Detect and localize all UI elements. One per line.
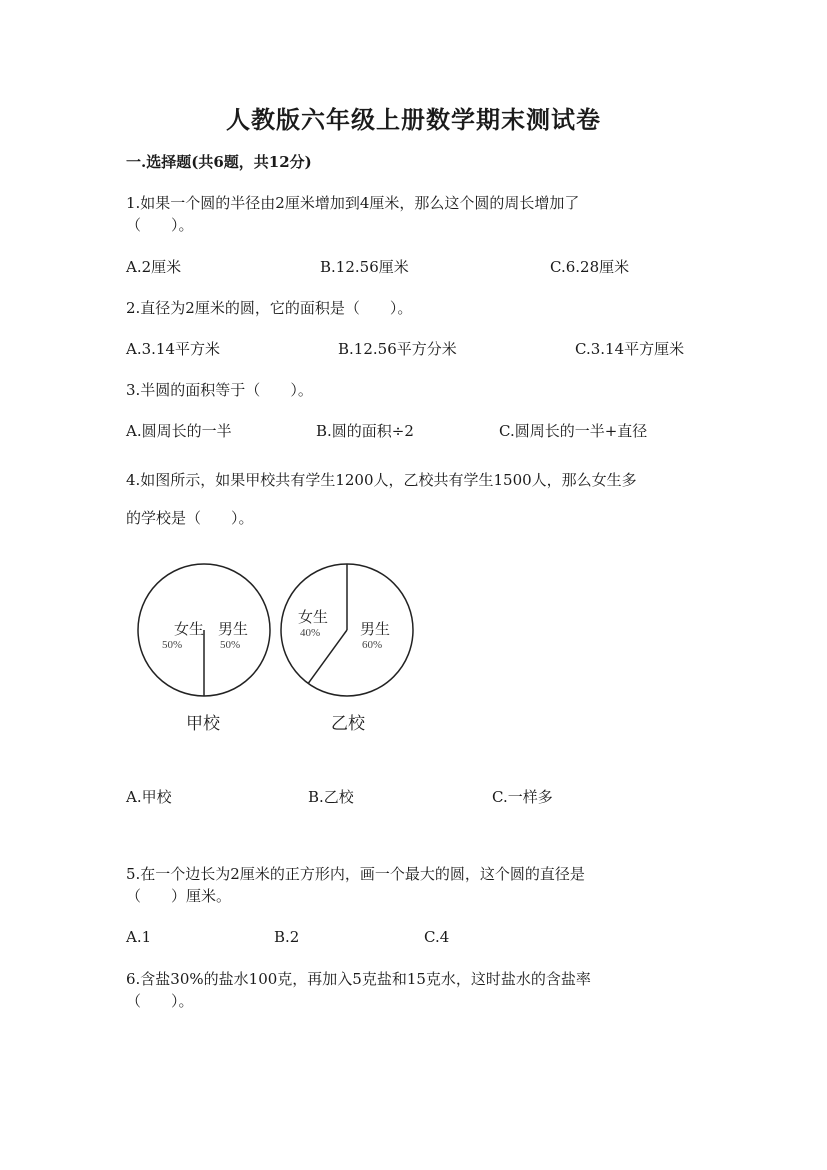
question-6-line1: 6.含盐30%的盐水100克，再加入5克盐和15克水，这时盐水的含盐率: [126, 970, 591, 988]
pie-jia-slice-percent-girls: 50%: [162, 639, 183, 651]
question-1-option-a[interactable]: A.2厘米: [126, 258, 182, 276]
question-3-option-c[interactable]: C.圆周长的一半+直径: [499, 422, 648, 440]
question-5-line1: 5.在一个边长为2厘米的正方形内，画一个最大的圆，这个圆的直径是: [126, 865, 585, 883]
question-4: [126, 461, 706, 537]
question-4-options: [126, 786, 746, 808]
question-2-option-b[interactable]: B.12.56平方分米: [338, 340, 457, 358]
pie-jia-slice-label-boys: 男生: [218, 621, 249, 638]
question-2-option-c[interactable]: C.3.14平方厘米: [575, 340, 685, 358]
question-5-option-c[interactable]: C.4: [424, 928, 450, 946]
question-1-option-b[interactable]: B.12.56厘米: [320, 258, 409, 276]
pie-yi-slice-percent-girls: 40%: [300, 627, 321, 639]
question-1: [126, 192, 706, 236]
question-3-option-a[interactable]: A.圆周长的一半: [126, 422, 232, 440]
question-6: [126, 968, 706, 1012]
pie-charts-svg: [126, 555, 436, 745]
question-5-option-a[interactable]: A.1: [126, 928, 152, 946]
pie-jia-slice-label-girls: 女生: [174, 621, 205, 638]
question-4-option-b[interactable]: B.乙校: [308, 788, 354, 806]
pie-yi-slice-percent-boys: 60%: [362, 639, 383, 651]
question-4-line2: 的学校是（ ）。: [126, 509, 254, 527]
question-2-line1: 2.直径为2厘米的圆，它的面积是（ ）。: [126, 299, 413, 317]
pie-chart-yi: [281, 564, 413, 733]
question-2-options: [126, 338, 746, 360]
question-1-option-c[interactable]: C.6.28厘米: [550, 258, 630, 276]
question-3-line1: 3.半圆的面积等于（ ）。: [126, 381, 313, 399]
question-3-option-b[interactable]: B.圆的面积÷2: [316, 422, 414, 440]
question-5-options: [126, 928, 746, 950]
question-5-line2: （ ）厘米。: [126, 887, 232, 905]
question-2: [126, 297, 706, 319]
question-4-option-a[interactable]: A.甲校: [126, 788, 172, 806]
pie-yi-slice-label-boys: 男生: [360, 621, 391, 638]
question-5: [126, 863, 706, 907]
page-title: 人教版六年级上册数学期末测试卷: [226, 105, 601, 134]
question-4-line1: 4.如图所示，如果甲校共有学生1200人，乙校共有学生1500人，那么女生多: [126, 471, 637, 489]
pie-yi-name: 乙校: [331, 714, 365, 733]
pie-jia-name: 甲校: [186, 714, 220, 733]
question-5-option-b[interactable]: B.2: [274, 928, 300, 946]
question-4-option-c[interactable]: C.一样多: [492, 788, 553, 806]
pie-charts-figure: [126, 555, 436, 745]
question-1-line1: 1.如果一个圆的半径由2厘米增加到4厘米，那么这个圆的周长增加了: [126, 194, 580, 212]
section-title: 一.选择题(共6题，共12分): [126, 153, 312, 171]
question-1-options: [126, 256, 746, 278]
question-3: [126, 379, 706, 401]
pie-chart-jia: [138, 564, 270, 733]
question-6-line2: （ ）。: [126, 992, 194, 1010]
question-2-option-a[interactable]: A.3.14平方米: [126, 340, 220, 358]
question-1-line2: （ ）。: [126, 216, 194, 234]
pie-jia-slice-percent-boys: 50%: [220, 639, 241, 651]
question-3-options: [126, 420, 746, 442]
pie-yi-slice-label-girls: 女生: [298, 609, 329, 626]
